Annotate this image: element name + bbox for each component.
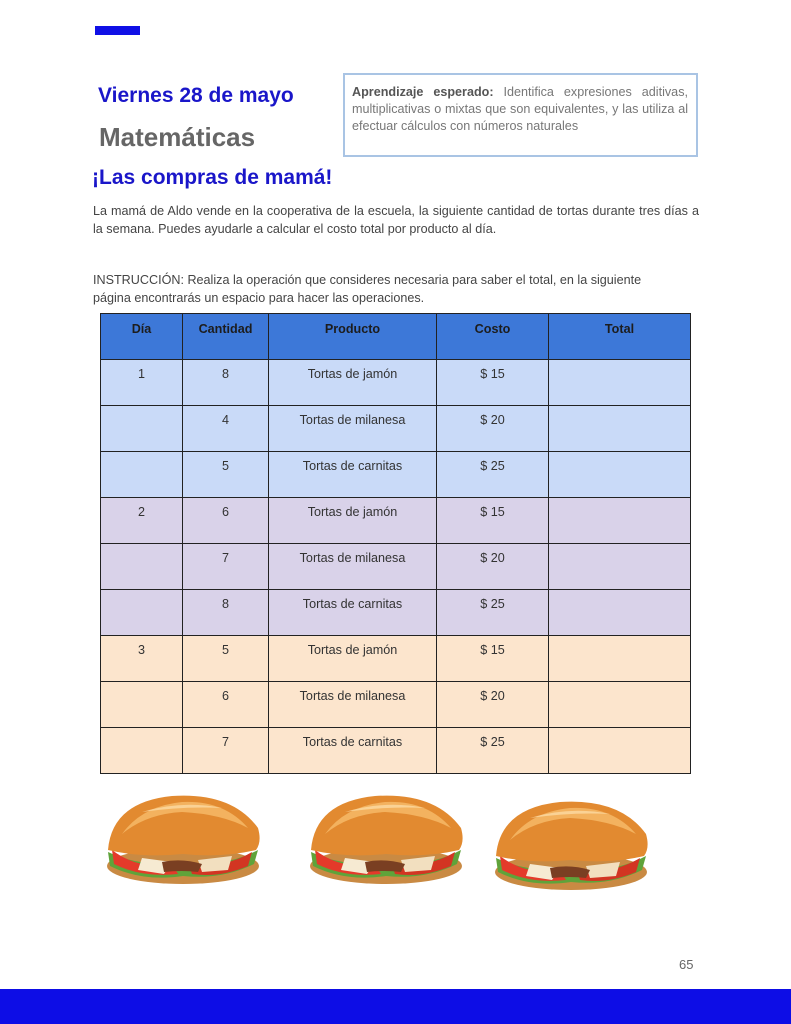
table-row — [101, 728, 691, 774]
sales-table — [100, 313, 691, 774]
cell-cantidad: 7 — [183, 544, 269, 590]
learning-goal-text: Identifica expresiones aditivas, multiplicativas o mixtas que son equivalentes, y las utiliza al efectuar cálculos con números naturales — [352, 85, 688, 133]
cell-dia — [101, 406, 183, 452]
cell-producto: Tortas de carnitas — [269, 728, 437, 774]
cell-dia — [101, 682, 183, 728]
cell-producto: Tortas de carnitas — [269, 590, 437, 636]
top-accent-bar — [95, 26, 140, 35]
cell-cantidad: 8 — [183, 590, 269, 636]
header-producto: Producto — [269, 314, 437, 360]
table-row — [101, 544, 691, 590]
cell-dia — [101, 590, 183, 636]
table-row — [101, 498, 691, 544]
cell-dia — [101, 452, 183, 498]
instruction-paragraph: INSTRUCCIÓN: Realiza la operación que consideres necesaria para saber el total, en la siguiente página encontrarás un espacio para hacer las operaciones. — [93, 273, 642, 305]
cell-cantidad: 7 — [183, 728, 269, 774]
cell-total — [549, 360, 691, 406]
cell-producto: Tortas de milanesa — [269, 682, 437, 728]
cell-cantidad: 5 — [183, 636, 269, 682]
activity-title: ¡Las compras de mamá! — [92, 166, 333, 189]
cell-costo: $ 15 — [437, 636, 549, 682]
torta-image — [102, 788, 264, 890]
cell-costo: $ 20 — [437, 682, 549, 728]
cell-dia: 3 — [101, 636, 183, 682]
cell-costo: $ 20 — [437, 544, 549, 590]
header-costo: Costo — [437, 314, 549, 360]
cell-costo: $ 15 — [437, 498, 549, 544]
subject-heading: Matemáticas — [99, 122, 256, 152]
learning-goal-label: Aprendizaje esperado: — [352, 85, 494, 99]
cell-total — [549, 636, 691, 682]
table-row — [101, 452, 691, 498]
torta-image — [305, 788, 467, 890]
cell-producto: Tortas de milanesa — [269, 544, 437, 590]
cell-total — [549, 728, 691, 774]
header-total: Total — [549, 314, 691, 360]
cell-dia — [101, 544, 183, 590]
cell-producto: Tortas de jamón — [269, 498, 437, 544]
cell-dia — [101, 728, 183, 774]
cell-dia: 2 — [101, 498, 183, 544]
cell-cantidad: 6 — [183, 498, 269, 544]
cell-cantidad: 4 — [183, 406, 269, 452]
table-header-row — [101, 314, 691, 360]
table-row — [101, 360, 691, 406]
header-cantidad: Cantidad — [183, 314, 269, 360]
cell-costo: $ 25 — [437, 452, 549, 498]
bottom-accent-bar — [0, 989, 791, 1024]
cell-total — [549, 682, 691, 728]
cell-cantidad: 8 — [183, 360, 269, 406]
cell-total — [549, 544, 691, 590]
intro-paragraph: La mamá de Aldo vende en la cooperativa de la escuela, la siguiente cantidad de tortas durante tres días a la semana. Puedes ayudarle a calcular el costo total por producto al día. — [93, 204, 699, 236]
table-row — [101, 406, 691, 452]
cell-producto: Tortas de jamón — [269, 360, 437, 406]
table-row — [101, 590, 691, 636]
cell-total — [549, 498, 691, 544]
learning-goal-box — [343, 73, 698, 157]
torta-image — [490, 794, 652, 896]
cell-total — [549, 452, 691, 498]
cell-costo: $ 25 — [437, 728, 549, 774]
date-heading: Viernes 28 de mayo — [98, 84, 294, 107]
cell-cantidad: 5 — [183, 452, 269, 498]
cell-total — [549, 406, 691, 452]
cell-producto: Tortas de carnitas — [269, 452, 437, 498]
table-row — [101, 682, 691, 728]
page-number: 65 — [679, 957, 694, 972]
cell-dia: 1 — [101, 360, 183, 406]
cell-costo: $ 25 — [437, 590, 549, 636]
cell-cantidad: 6 — [183, 682, 269, 728]
header-dia: Día — [101, 314, 183, 360]
table-row — [101, 636, 691, 682]
cell-costo: $ 20 — [437, 406, 549, 452]
cell-costo: $ 15 — [437, 360, 549, 406]
cell-producto: Tortas de milanesa — [269, 406, 437, 452]
cell-total — [549, 590, 691, 636]
cell-producto: Tortas de jamón — [269, 636, 437, 682]
